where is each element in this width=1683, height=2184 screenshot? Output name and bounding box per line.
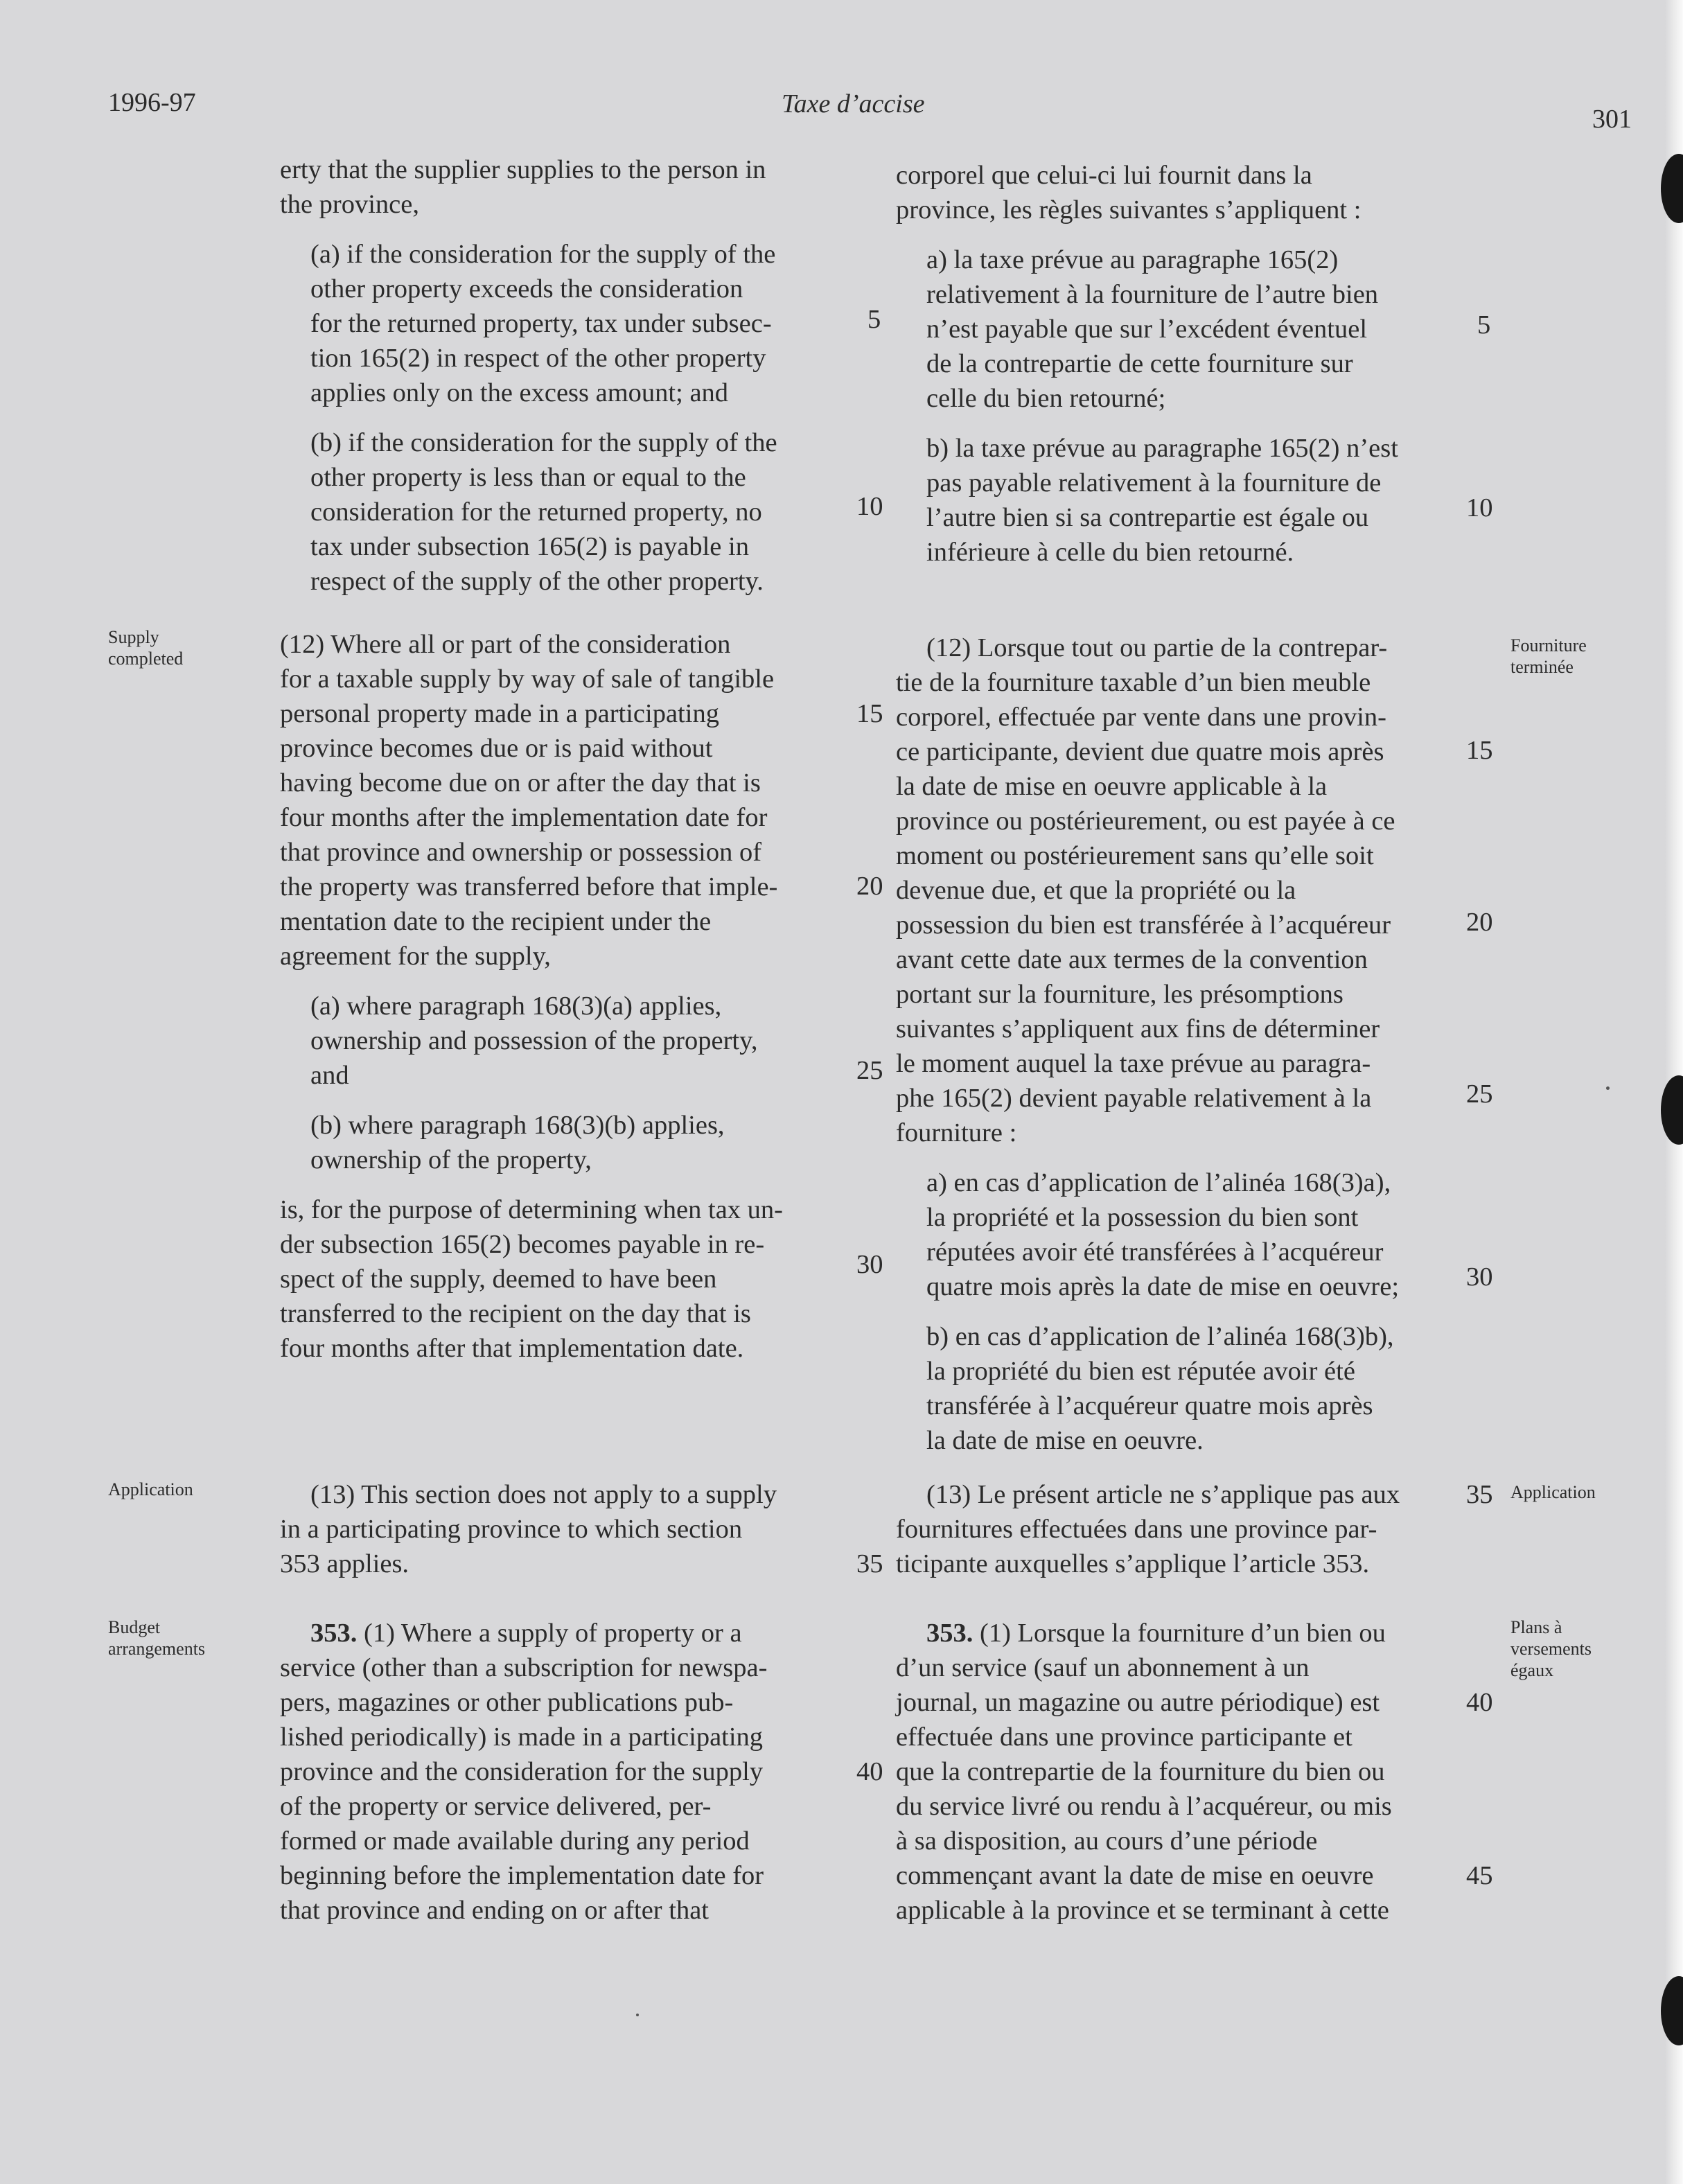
en-para-12-end: is, for the purpose of determining when tax un- der subsection 165(2) becomes payable in re- spect of the supply, deemed to have been transferred to the recipient on the day that is four months after that implementation date. [280,1195,783,1363]
en-para-continued: erty that the supplier supplies to the person in the province, [280,155,766,219]
en-para-13: (13) This section does not apply to a supply in a participating province to which section 353 applies. [280,1480,777,1578]
speck [636,2014,639,2016]
line-number: 20 [1466,908,1493,937]
header-title: Taxe d’accise [782,89,925,118]
page-number: 301 [1592,105,1632,134]
fr-para-continued: corporel que celui-ci lui fournit dans la province, les règles suivantes s’appliquent : [896,161,1362,224]
en-para-12a: (a) where paragraph 168(3)(a) applies, ownership and possession of the property, and [310,992,758,1090]
margin-note-line: terminée [1510,657,1574,677]
fr-para-13: (13) Le présent article ne s’applique pas aux fournitures effectuées dans une province par- ticipante auxquelles s’applique l’article 353. [896,1480,1400,1578]
en-para-b: (b) if the consideration for the supply of the other property is less than or equal to the consideration for the returned property, no tax under subsection 165(2) is payable in respect of the supply of the other property. [310,428,777,596]
line-number: 30 [856,1250,883,1279]
line-number: 5 [867,305,881,334]
en-para-12: (12) Where all or part of the consideration for a taxable supply by way of sale of tangible personal property made in a participating province becomes due or is paid without having become due on or after the day that is four months after the implementation date for that province and ownership or possession of the property was transferred before that imple- mentation date to the recipient under the agreement for the supply, [280,630,778,971]
fr-para-b: b) la taxe prévue au paragraphe 165(2) n’est pas payable relativement à la fourniture de l’autre bien si sa contrepartie est égale ou inférieure à celle du bien retourné. [926,434,1398,567]
en-para-12b: (b) where paragraph 168(3)(b) applies, ownership of the property, [310,1111,725,1174]
margin-note-line: versements [1510,1639,1592,1659]
binder-hole [1661,1075,1683,1145]
margin-note-line: Fourniture [1510,635,1587,655]
line-number: 40 [856,1757,883,1786]
margin-note-line: Plans à [1510,1617,1562,1637]
fr-para-12b: b) en cas d’application de l’alinéa 168(3)b), la propriété du bien est réputée avoir été transférée à l’acquéreur quatre mois après la date de mise en oeuvre. [926,1322,1394,1455]
french-column [896,158,1464,570]
english-column-section-13 [280,1477,849,1581]
margin-note-fourniture-terminee [1510,635,1587,678]
line-number: 35 [1466,1480,1493,1509]
line-number: 25 [856,1056,883,1085]
line-number: 20 [856,872,883,901]
french-column-section-353 [896,1616,1464,1928]
fr-para-353: 353. (1) Lorsque la fourniture d’un bien ou d’un service (sauf un abonnement à un journal, un magazine ou autre périodique) est effectuée dans une province participante et que la contrepartie de la fourniture du bien ou du service livré ou rendu à l’acquéreur, ou mis à sa disposition, au cours d’une période commençant avant la date de mise en oeuvre applicable à la province et se terminant à cette [896,1619,1392,1925]
margin-note-line: égaux [1510,1660,1554,1680]
fr-para-12: (12) Lorsque tout ou partie de la contrepar- tie de la fourniture taxable d’un bien meuble corporel, effectuée par vente dans une provin- ce participante, devient due quatre mois après la date de mise en oeuvre applicable à la province ou postérieurement, ou est payée à ce moment ou postérieurement sans qu’elle soit devenue due, et que la propriété ou la possession du bien est transférée à l’acquéreur avant cette date aux termes de la convention portant sur la fourniture, les présomptions suivantes s’appliquent aux fins de déterminer le moment auquel la taxe prévue au paragra- phe 165(2) devient payable relativement à la fourniture : [896,633,1395,1147]
margin-note-application-fr: Application [1510,1482,1596,1502]
english-column-section-12 [280,627,849,1366]
french-column-section-13 [896,1477,1464,1581]
margin-note-plans-versements [1510,1617,1592,1681]
margin-note-line: Supply [108,627,159,647]
english-column [280,152,849,599]
line-number: 10 [1466,493,1493,522]
margin-note-line: Budget [108,1617,161,1637]
line-number: 15 [856,699,883,728]
binder-hole [1661,1976,1683,2045]
speck [1606,1086,1610,1090]
fr-para-a: a) la taxe prévue au paragraphe 165(2) relativement à la fourniture de l’autre bien n’est payable que sur l’excédent éventuel de la contrepartie de cette fourniture sur celle du bien retourné; [926,245,1379,413]
line-number: 15 [1466,736,1493,765]
fr-para-12a: a) en cas d’application de l’alinéa 168(3)a), la propriété et la possession du bien sont réputées avoir été transférées à l’acquéreur quatre mois après la date de mise en oeuvre; [926,1168,1400,1301]
line-number: 45 [1466,1861,1493,1890]
margin-note-supply-completed [108,626,183,669]
margin-note-line: completed [108,649,184,669]
margin-note-budget-arrangements [108,1617,205,1659]
header-year: 1996-97 [108,88,196,117]
english-column-section-353 [280,1616,849,1928]
line-number: 35 [856,1549,883,1578]
section-number: 353. [926,1619,973,1648]
line-number: 10 [856,492,883,521]
section-number: 353. [310,1619,358,1648]
french-column-section-12 [896,631,1464,1458]
line-number: 5 [1477,310,1491,340]
line-number: 40 [1466,1688,1493,1717]
margin-note-application-en: Application [108,1479,193,1499]
line-number: 30 [1466,1262,1493,1292]
binder-hole [1661,154,1683,223]
margin-note-line: arrangements [108,1639,206,1659]
line-number: 25 [1466,1080,1493,1109]
en-para-353: 353. (1) Where a supply of property or a service (other than a subscription for newspa- pers, magazines or other publications pub- lished periodically) is made in a participating province and the consideration for the supply of the property or service delivered, per- formed or made available during any period beginning before the implementation date for that province and ending on or after that [280,1619,768,1925]
en-para-a: (a) if the consideration for the supply of the other property exceeds the consideration for the returned property, tax under subsec- tion 165(2) in respect of the other property applies only on the excess amount; and [310,240,776,407]
